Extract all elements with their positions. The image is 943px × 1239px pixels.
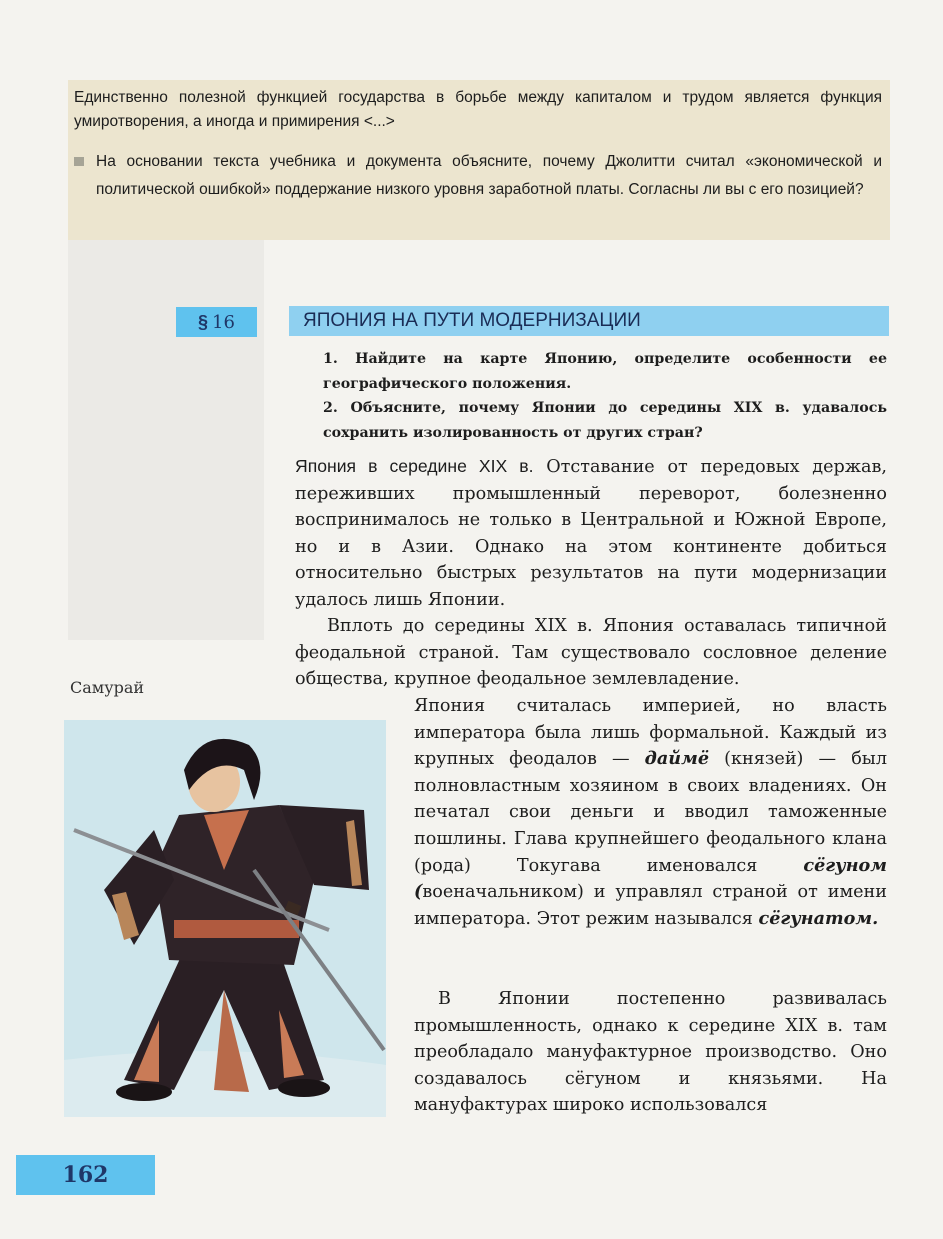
paragraph-text: Отставание от передовых держав, переживших промышленный переворот, болезненно воспринималось не только в Центральной и Южной Европе, но и в Азии. Однако на этом континенте добиться относительно быстрых результатов на пути модернизации удалось лишь Японии. bbox=[295, 457, 887, 610]
paragraph-1 bbox=[295, 453, 887, 614]
document-quote: Единственно полезной функцией государства в борьбе между капиталом и трудом является функция умиротворения, а иногда и примирения <...> bbox=[74, 89, 882, 130]
paragraph-heading: Япония в середине XIX в. bbox=[295, 456, 534, 476]
term-shogunate: сёгунатом. bbox=[758, 907, 879, 929]
sidebar-shade bbox=[68, 240, 264, 640]
section-number: 16 bbox=[212, 311, 235, 333]
term-daimyo: даймё bbox=[644, 748, 710, 770]
question-item: 2. Объясните, почему Японии до середины XIX в. удавалось сохранить изолированность от других стран? bbox=[323, 400, 887, 441]
paragraph-2: Вплоть до середины XIX в. Япония оставалась типичной феодальной страной. Там существовало сословное деление общества, крупное феодальное землевладение. bbox=[295, 616, 887, 690]
figure-caption: Самурай bbox=[70, 678, 145, 697]
paragraph-4: В Японии постепенно развивалась промышленность, однако к середине XIX в. там преобладало мануфактурное производство. Оно создавалось сёгуном и князьями. На мануфактурах широко использовался bbox=[414, 989, 887, 1116]
section-title: ЯПОНИЯ НА ПУТИ МОДЕРНИЗАЦИИ bbox=[303, 310, 641, 331]
question-marker-icon bbox=[74, 157, 84, 166]
paragraph-text: Япония считалась империей, но власть императора была лишь формальной. Каждый из крупных феодалов — bbox=[414, 696, 887, 770]
paragraph-3 bbox=[414, 693, 887, 932]
term-shogun: сёгуном ( bbox=[414, 854, 887, 903]
samurai-illustration-icon bbox=[64, 720, 386, 1117]
question-item: 1. Найдите на карте Японию, определите особенности ее географического положения. bbox=[323, 351, 887, 392]
paragraph-text: (князей) — был полновластным хозяином в своих владениях. Он печатал свои деньги и вводил таможенные пошлины. Глава крупнейшего феодального клана (рода) Токугава именовался bbox=[414, 749, 887, 876]
lesson-questions bbox=[323, 347, 887, 445]
document-question: На основании текста учебника и документа объясните, почему Джолитти считал «экономической и политической ошибкой» поддержание низкого уровня заработной платы. Согласны ли вы с его позицией? bbox=[96, 153, 882, 198]
paragraph-text: военачальником) и управлял страной от имени императора. Этот режим назывался bbox=[414, 882, 887, 929]
section-symbol: § bbox=[198, 311, 209, 332]
section-badge bbox=[176, 307, 257, 337]
page-number: 162 bbox=[16, 1155, 155, 1195]
section-title-bar bbox=[289, 306, 889, 336]
